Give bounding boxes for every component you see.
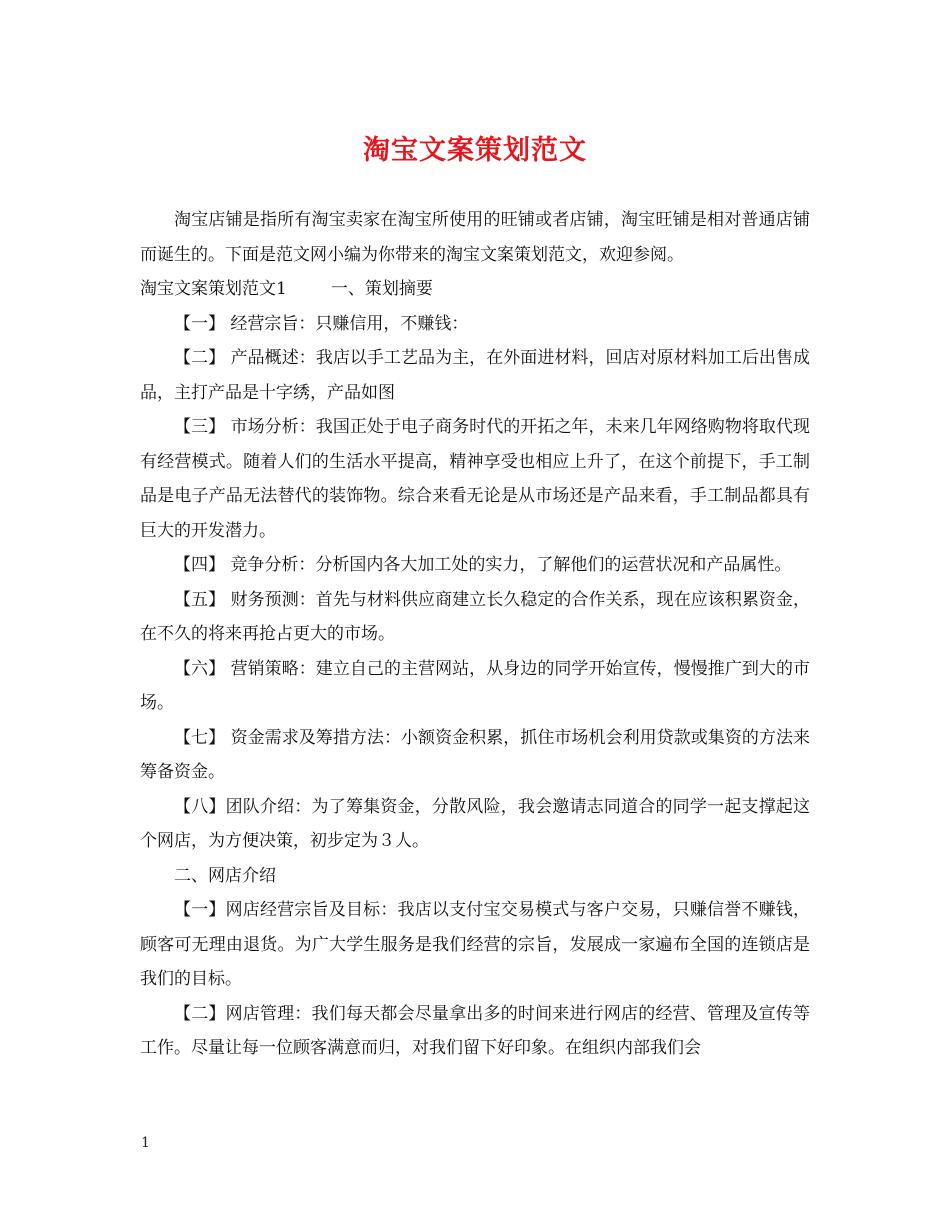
paragraph-1: 【一】 经营宗旨：只赚信用，不赚钱：	[174, 313, 469, 334]
sample-heading: 淘宝文案策划范文1	[140, 279, 287, 299]
section-2-heading: 二、网店介绍	[174, 865, 276, 886]
paragraph-9: 【一】网店经营宗旨及目标：我店以支付宝交易模式与客户交易，只赚信誉不赚钱，顾客可无理由退货。为广大学生服务是我们经营的宗旨，发展成一家遍布全国的连锁店是我们的目标。	[140, 900, 810, 989]
paragraph-5: 【五】 财务预测：首先与材料供应商建立长久稳定的合作关系，现在应该积累资金，在不久的将来再抢占更大的市场。	[140, 589, 810, 644]
paragraph-4: 【四】 竞争分析：分析国内各大加工处的实力，了解他们的运营状况和产品属性。	[174, 555, 792, 575]
section-heading-line	[140, 272, 810, 307]
document-title: 淘宝文案策划范文	[363, 135, 587, 166]
paragraph-10: 【二】网店管理：我们每天都会尽量拿出多的时间来进行网店的经营、管理及宣传等工作。尽量让每一位顾客满意而归，对我们留下好印象。在组织内部我们会	[140, 1003, 810, 1058]
section-heading: 一、策划摘要	[330, 279, 433, 299]
paragraph-8: 【八】团队介绍：为了筹集资金，分散风险，我会邀请志同道合的同学一起支撑起这个网店，为方便决策，初步定为３人。	[140, 796, 810, 851]
page-number: 1	[141, 1135, 150, 1151]
intro-paragraph: 淘宝店铺是指所有淘宝卖家在淘宝所使用的旺铺或者店铺，淘宝旺铺是相对普通店铺而诞生的。下面是范文网小编为你带来的淘宝文案策划范文，欢迎参阅。	[140, 210, 810, 265]
paragraph-2: 【二】 产品概述：我店以手工艺品为主，在外面进材料，回店对原材料加工后出售成品，主打产品是十字绣，产品如图	[140, 348, 810, 403]
document-body	[140, 203, 810, 1066]
paragraph-6: 【六】 营销策略：建立自己的主营网站，从身边的同学开始宣传，慢慢推广到大的市场。	[140, 658, 810, 713]
paragraph-3: 【三】 市场分析：我国正处于电子商务时代的开拓之年，未来几年网络购物将取代现有经营模式。随着人们的生活水平提高，精神享受也相应上升了，在这个前提下，手工制品是电子产品无法替代的装饰物。综合来看无论是从市场还是产品来看，手工制品都具有巨大的开发潜力。	[140, 417, 810, 541]
paragraph-7: 【七】 资金需求及筹措方法：小额资金积累，抓住市场机会利用贷款或集资的方法来筹备资金。	[140, 727, 810, 782]
